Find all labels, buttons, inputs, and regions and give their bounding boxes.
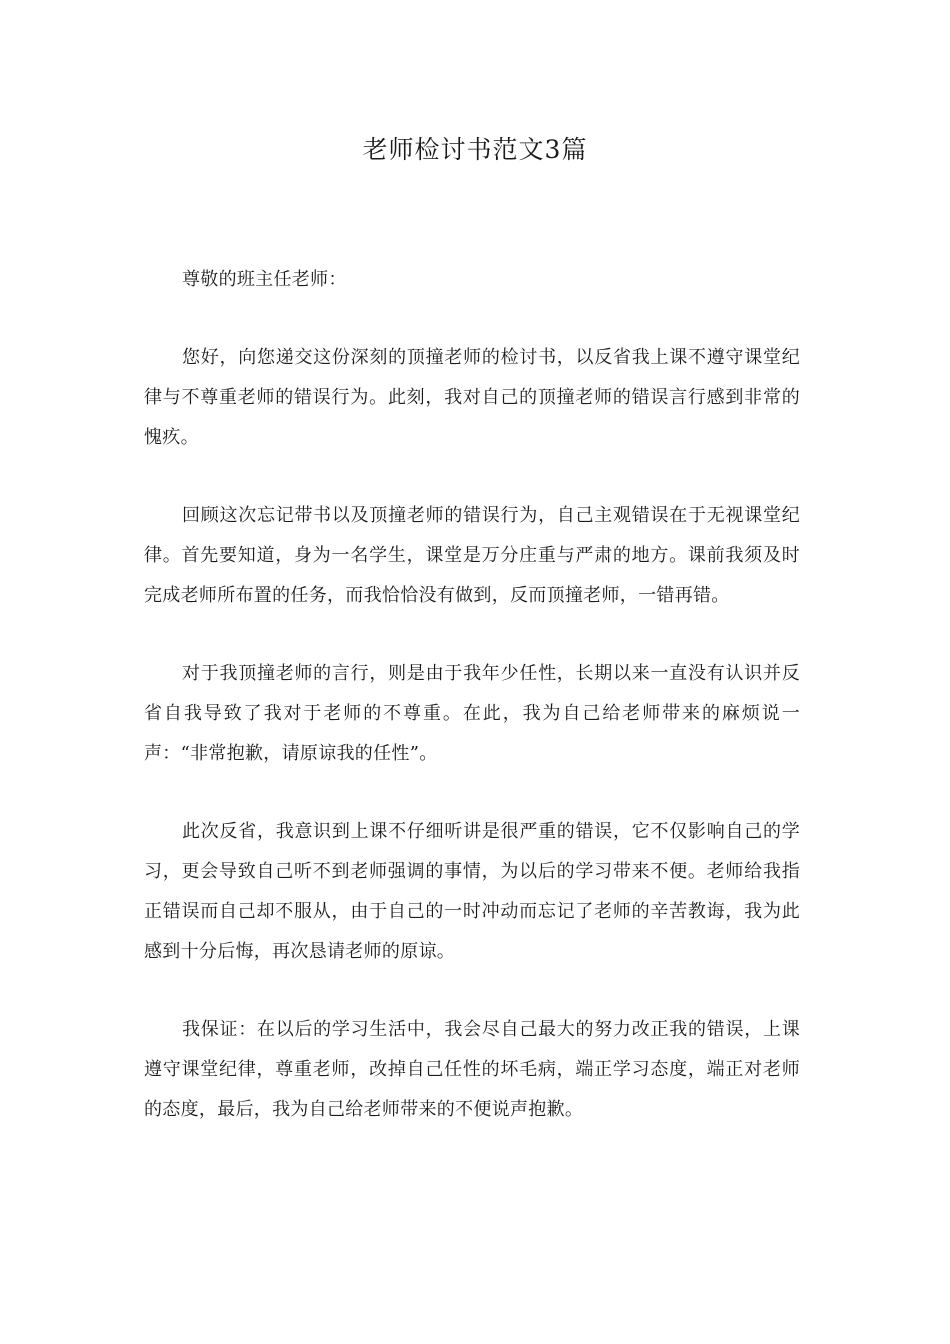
document-title: 老师检讨书范文3篇 [362,135,588,164]
paragraph-5: 我保证：在以后的学习生活中，我会尽自己最大的努力改正我的错误，上课遵守课堂纪律，尊重老师，改掉自己任性的坏毛病，端正学习态度，端正对老师的态度，最后，我为自己给老师带来的不便说声抱歉。 [144,1019,800,1120]
paragraph-3: 对于我顶撞老师的言行，则是由于我年少任性，长期以来一直没有认识并反省自我导致了我对于老师的不尊重。在此，我为自己给老师带来的麻烦说一声：“非常抱歉，请原谅我的任性”。 [144,663,800,764]
paragraph-4: 此次反省，我意识到上课不仔细听讲是很严重的错误，它不仅影响自己的学习，更会导致自己听不到老师强调的事情，为以后的学习带来不便。老师给我指正错误而自己却不服从，由于自己的一时冲动而忘记了老师的辛苦教诲，我为此感到十分后悔，再次恳请老师的原谅。 [144,821,800,962]
paragraph-2: 回顾这次忘记带书以及顶撞老师的错误行为，自己主观错误在于无视课堂纪律。首先要知道，身为一名学生，课堂是万分庄重与严肃的地方。课前我须及时完成老师所布置的任务，而我恰恰没有做到，反而顶撞老师，一错再错。 [144,505,800,606]
greeting: 尊敬的班主任老师： [182,269,347,290]
document-body [144,260,800,1130]
paragraph-1: 您好，向您递交这份深刻的顶撞老师的检讨书，以反省我上课不遵守课堂纪律与不尊重老师的错误行为。此刻，我对自己的顶撞老师的错误言行感到非常的愧疚。 [144,347,800,448]
